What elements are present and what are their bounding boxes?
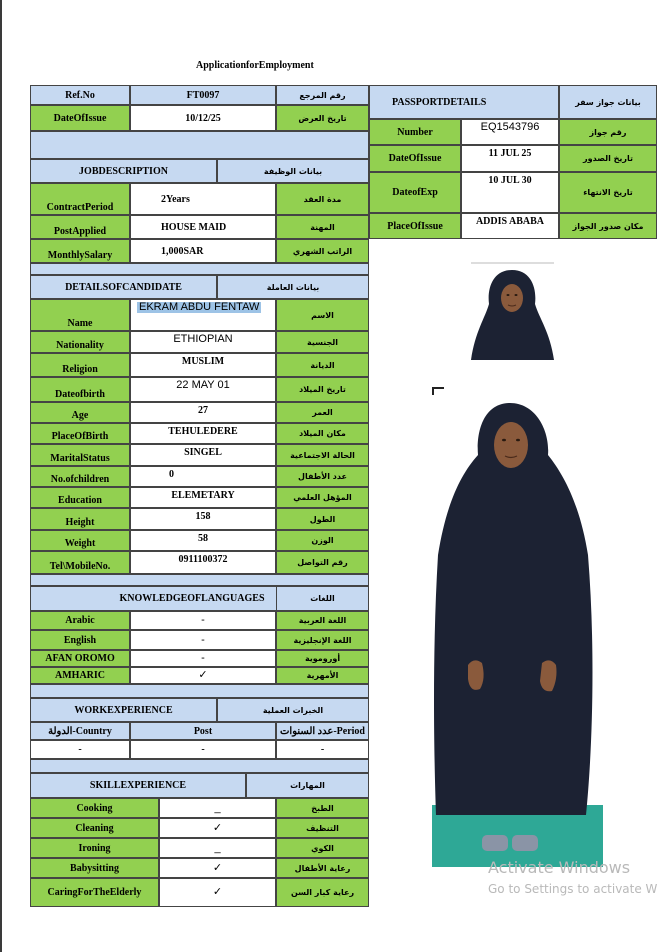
candidate-header-ar: بيانات العاملة — [217, 275, 369, 299]
language-row-label: Arabic — [30, 611, 130, 630]
candidate-row-ar: مكان الميلاد — [276, 423, 369, 444]
language-row-ar: أوروموية — [276, 650, 369, 667]
language-row-ar: الأمهرية — [276, 667, 369, 684]
skill-row-ar: رعاية الأطفال — [276, 858, 369, 878]
candidate-name-value — [130, 299, 276, 331]
skill-row-ar: التنظيف — [276, 818, 369, 838]
candidate-row-ar: الطول — [276, 508, 369, 530]
language-row-label: AMHARIC — [30, 667, 130, 684]
job-row-label: MonthlySalary — [30, 239, 130, 263]
candidate-row-label: PlaceOfBirth — [30, 423, 130, 444]
candidate-row-label: Tel\MobileNo. — [30, 551, 130, 574]
passport-header: PASSPORTDETAILS — [369, 85, 559, 119]
candidate-row-label: Name — [30, 299, 130, 331]
candidate-header: DETAILSOFCANDIDATE — [30, 275, 217, 299]
page-edge — [0, 0, 2, 952]
work-header-ar: الخبرات العملية — [217, 698, 369, 722]
name-highlight: EKRAM ABDU FENTAW — [139, 301, 260, 313]
candidate-row-ar: الحالة الاجتماعية — [276, 444, 369, 466]
spacer-row — [30, 263, 369, 275]
passport-row-ar: تاريخ الصدور — [559, 145, 657, 172]
work-col-period: عدد السنوات-Period — [276, 722, 369, 740]
language-row-value: - — [130, 630, 276, 650]
passport-row-ar: رقم جواز — [559, 119, 657, 145]
candidate-row-ar: رقم التواصل — [276, 551, 369, 574]
job-row-ar: المهنة — [276, 215, 369, 239]
passport-row-label: DateofExp — [369, 172, 461, 213]
candidate-row-value: SINGEL — [130, 444, 276, 466]
job-header: JOBDESCRIPTION — [30, 159, 217, 183]
portrait-photo — [471, 262, 554, 360]
candidate-row-value: TEHULEDERE — [130, 423, 276, 444]
skill-row-ar: رعاية كبار السن — [276, 878, 369, 907]
candidate-row-ar: الوزن — [276, 530, 369, 551]
candidate-row-ar: تاريخ الميلاد — [276, 377, 369, 402]
candidate-row-value: 0 — [130, 466, 276, 487]
candidate-row-ar: عدد الأطفال — [276, 466, 369, 487]
candidate-row-value: 22 MAY 01 — [130, 377, 276, 402]
spacer-row — [30, 131, 369, 159]
language-row-value: - — [130, 611, 276, 630]
passport-row-ar: تاريخ الانتهاء — [559, 172, 657, 213]
candidate-row-value: 27 — [130, 402, 276, 423]
skill-row-value: _ — [159, 798, 276, 818]
activate-windows-watermark: Activate Windows — [488, 858, 631, 877]
full-body-photo — [432, 395, 603, 867]
work-cell-country: - — [30, 740, 130, 759]
spacer-row — [30, 574, 369, 586]
candidate-row-label: MaritalStatus — [30, 444, 130, 466]
passport-row-label: PlaceOfIssue — [369, 213, 461, 239]
work-col-post: Post — [130, 722, 276, 740]
passport-row-ar: مكان صدور الجواز — [559, 213, 657, 239]
candidate-row-label: Weight — [30, 530, 130, 551]
candidate-row-value: ELEMETARY — [130, 487, 276, 508]
candidate-row-ar: المؤهل العلمي — [276, 487, 369, 508]
candidate-row-value: 58 — [130, 530, 276, 551]
passport-row-label: DateOfIssue — [369, 145, 461, 172]
skill-row-ar: الطبخ — [276, 798, 369, 818]
work-header: WORKEXPERIENCE — [30, 698, 217, 722]
job-row-value: 2Years — [130, 183, 276, 215]
candidate-row-ar: الديانة — [276, 353, 369, 377]
candidate-row-ar: الاسم — [276, 299, 369, 331]
spacer-row — [30, 759, 369, 773]
candidate-row-ar: الجنسية — [276, 331, 369, 353]
work-col-country: الدولة-Country — [30, 722, 130, 740]
skill-row-value: ✓ — [159, 878, 276, 907]
work-cell-period: - — [276, 740, 369, 759]
skill-row-label: CaringForTheElderly — [30, 878, 159, 907]
skills-header: SKILLEXPERIENCE — [30, 773, 246, 798]
passport-header-ar: بيانات جواز سفر — [559, 85, 657, 119]
page-title: ApplicationforEmployment — [196, 60, 314, 71]
skill-row-label: Babysitting — [30, 858, 159, 878]
skill-row-ar: الكوي — [276, 838, 369, 858]
job-row-value: HOUSE MAID — [130, 215, 276, 239]
language-row-value: - — [130, 650, 276, 667]
candidate-row-value: ETHIOPIAN — [130, 331, 276, 353]
language-row-ar: اللغة العربية — [276, 611, 369, 630]
passport-row-value: 11 JUL 25 — [461, 145, 559, 172]
skill-row-value: ✓ — [159, 858, 276, 878]
date-of-issue-label: DateOfIssue — [30, 105, 130, 131]
spacer-row — [30, 684, 369, 698]
passport-row-value: ADDIS ABABA — [461, 213, 559, 239]
job-row-label: PostApplied — [30, 215, 130, 239]
candidate-row-value: 158 — [130, 508, 276, 530]
ref-ar: رقم المرجع — [276, 85, 369, 105]
candidate-row-label: Religion — [30, 353, 130, 377]
candidate-row-label: Age — [30, 402, 130, 423]
job-row-value: 1,000SAR — [130, 239, 276, 263]
skill-row-value: ✓ — [159, 818, 276, 838]
candidate-row-label: Height — [30, 508, 130, 530]
language-row-label: English — [30, 630, 130, 650]
candidate-row-label: No.ofchildren — [30, 466, 130, 487]
date-of-issue-value: 10/12/25 — [130, 105, 276, 131]
job-header-ar: بيانات الوظيفة — [217, 159, 369, 183]
candidate-row-value: MUSLIM — [130, 353, 276, 377]
language-row-ar: اللغة الإنجليزية — [276, 630, 369, 650]
ref-value: FT0097 — [130, 85, 276, 105]
candidate-row-ar: العمر — [276, 402, 369, 423]
candidate-row-label: Education — [30, 487, 130, 508]
candidate-row-label: Nationality — [30, 331, 130, 353]
ref-label: Ref.No — [30, 85, 130, 105]
job-row-label: ContractPeriod — [30, 183, 130, 215]
passport-row-value: 10 JUL 30 — [461, 172, 559, 213]
skill-row-label: Ironing — [30, 838, 159, 858]
skill-row-value: _ — [159, 838, 276, 858]
passport-row-label: Number — [369, 119, 461, 145]
activate-windows-hint: Go to Settings to activate W — [488, 882, 658, 896]
work-cell-post: - — [130, 740, 276, 759]
job-row-ar: الراتب الشهري — [276, 239, 369, 263]
candidate-row-value: 0911100372 — [130, 551, 276, 574]
languages-header: KNOWLEDGEOFLANGUAGES — [30, 586, 354, 611]
passport-row-value: EQ1543796 — [461, 119, 559, 145]
language-row-label: AFAN OROMO — [30, 650, 130, 667]
language-row-value: ✓ — [130, 667, 276, 684]
job-row-ar: مدة العقد — [276, 183, 369, 215]
skills-header-ar: المهارات — [246, 773, 369, 798]
languages-header-ar: اللغات — [276, 586, 369, 611]
date-of-issue-ar: تاريخ العرض — [276, 105, 369, 131]
skill-row-label: Cooking — [30, 798, 159, 818]
candidate-row-label: Dateofbirth — [30, 377, 130, 402]
skill-row-label: Cleaning — [30, 818, 159, 838]
